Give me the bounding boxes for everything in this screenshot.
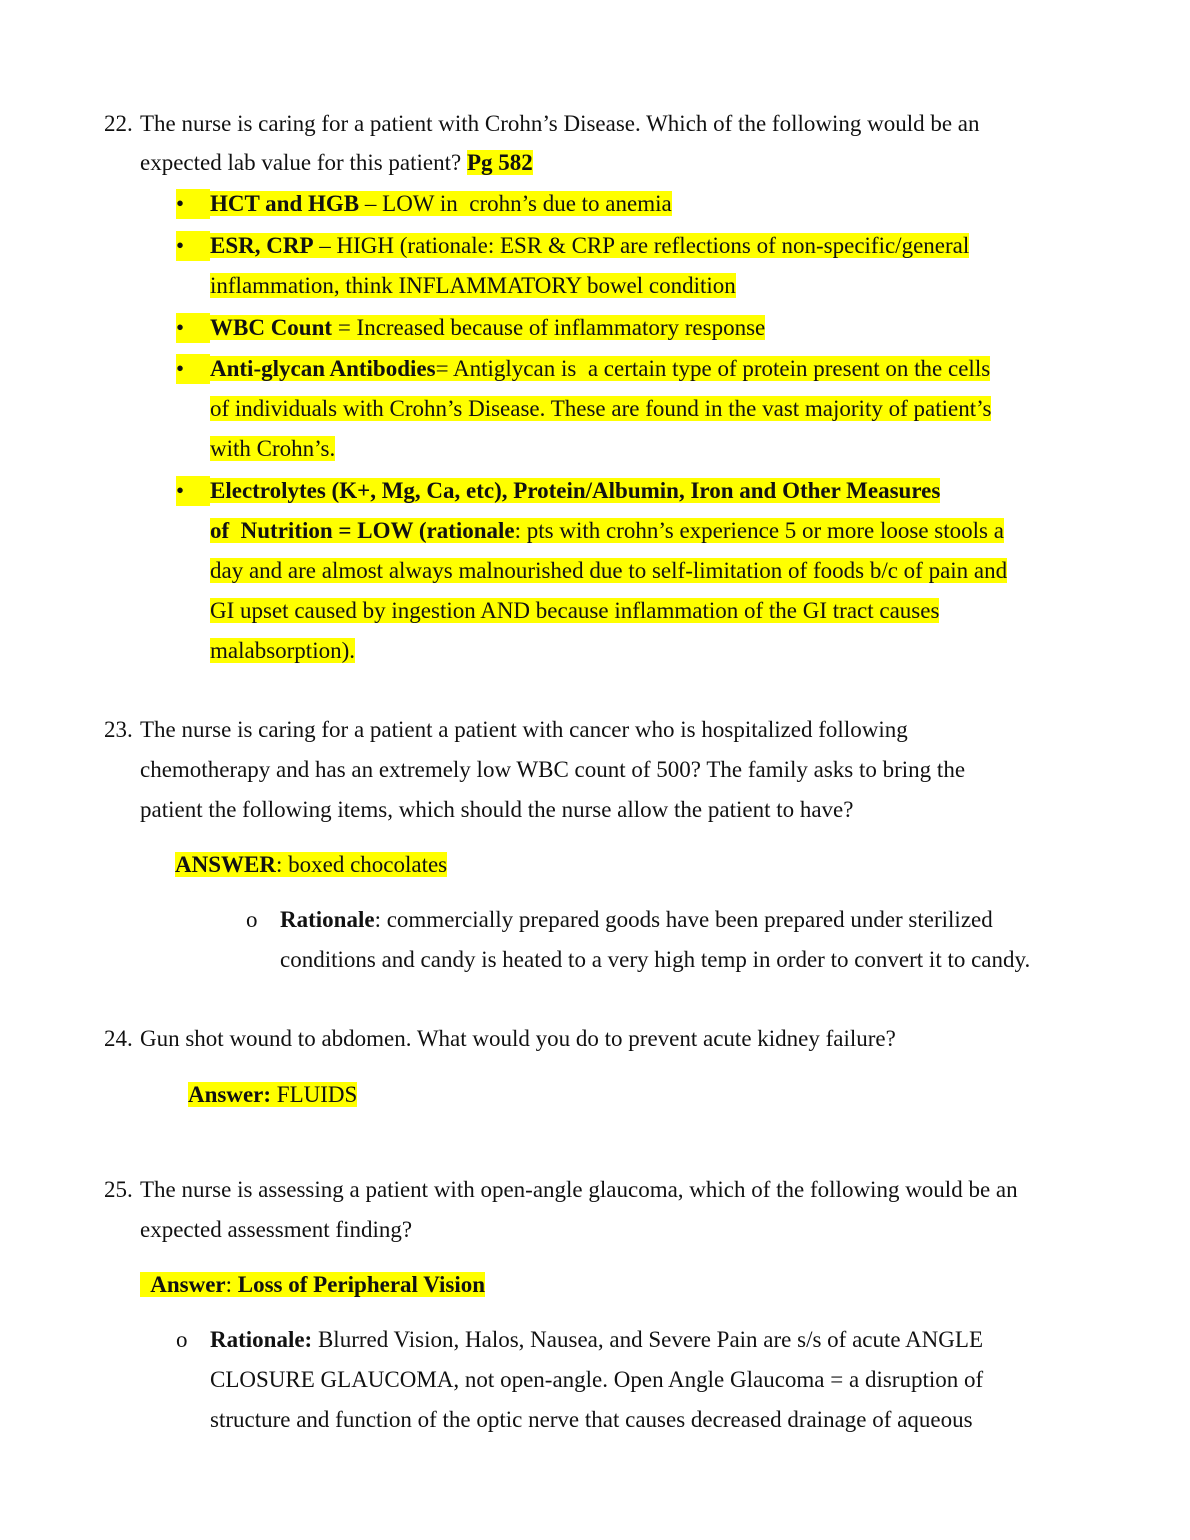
text: – LOW in crohn’s due to anemia xyxy=(359,191,672,216)
bullet-icon: • xyxy=(176,313,210,343)
text: conditions and candy is heated to a very high temp in order to convert it to candy. xyxy=(280,947,1031,972)
bold-text: ANSWER xyxy=(175,852,276,877)
text-line xyxy=(210,1325,983,1355)
question-number: 23. xyxy=(104,717,133,742)
text-line xyxy=(280,945,1030,975)
text: – HIGH (rationale: ESR & CRP are reflections of non-specific/general xyxy=(313,233,970,258)
bold-text: of Nutrition = LOW (rationale xyxy=(210,518,515,543)
text: : xyxy=(225,1272,238,1297)
text-line xyxy=(210,596,939,626)
text: = Increased because of inflammatory response xyxy=(332,315,766,340)
text: CLOSURE GLAUCOMA, not open-angle. Open Angle Glaucoma = a disruption of xyxy=(210,1367,984,1392)
text-line xyxy=(140,795,853,825)
bullet-icon: • xyxy=(176,231,210,261)
question-number: 25. xyxy=(104,1177,133,1202)
text: GI upset caused by ingestion AND because inflammation of the GI tract causes xyxy=(210,598,940,623)
bullet-icon: • xyxy=(176,189,210,219)
text-line xyxy=(140,1024,896,1054)
bold-text: Pg 582 xyxy=(466,150,533,175)
text-line xyxy=(210,313,765,343)
text-line xyxy=(210,556,1007,586)
bold-text: WBC Count xyxy=(210,315,333,340)
bold-text: Answer: xyxy=(188,1082,272,1107)
text-line xyxy=(210,1365,983,1395)
text-line xyxy=(140,1215,412,1245)
text: Gun shot wound to abdomen. What would you do to prevent acute kidney failure? xyxy=(140,1026,896,1051)
text-line xyxy=(140,109,980,139)
text-line xyxy=(210,231,969,261)
bold-text: Loss of Peripheral Vision xyxy=(237,1272,486,1297)
hollow-bullet-icon: o xyxy=(176,1327,188,1352)
bold-text: Rationale xyxy=(280,907,375,932)
text: malabsorption). xyxy=(210,638,355,663)
text: = Antiglycan is a certain type of protein present on the cells xyxy=(435,356,991,381)
text-line xyxy=(210,516,1004,546)
question-number: 22. xyxy=(104,111,133,136)
text-line xyxy=(210,271,736,301)
text: : boxed chocolates xyxy=(275,852,448,877)
text: : pts with crohn’s experience 5 or more loose stools a xyxy=(514,518,1004,543)
text: with Crohn’s. xyxy=(210,436,336,461)
bullet-icon: • xyxy=(176,476,210,506)
text-line xyxy=(140,715,908,745)
text: FLUIDS xyxy=(271,1082,358,1107)
text: inflammation, think INFLAMMATORY bowel condition xyxy=(210,273,736,298)
text-line xyxy=(210,354,990,384)
text-line xyxy=(210,636,355,666)
text: expected lab value for this patient? xyxy=(140,150,467,175)
text-line xyxy=(210,394,991,424)
text: structure and function of the optic nerve that causes decreased drainage of aqueous xyxy=(210,1407,973,1432)
text: The nurse is caring for a patient a patient with cancer who is hospitalized following xyxy=(140,717,908,742)
text-line xyxy=(140,148,533,178)
text: : commercially prepared goods have been prepared under sterilized xyxy=(374,907,993,932)
text-line xyxy=(175,850,447,880)
text: patient the following items, which should the nurse allow the patient to have? xyxy=(140,797,854,822)
text-line xyxy=(188,1080,357,1110)
question-number: 24. xyxy=(104,1026,133,1051)
text-line xyxy=(210,1405,973,1435)
hollow-bullet-icon: o xyxy=(246,907,258,932)
text-line xyxy=(140,1270,485,1300)
text: The nurse is caring for a patient with Crohn’s Disease. Which of the following would be an xyxy=(140,111,980,136)
bold-text: HCT and HGB xyxy=(210,191,360,216)
text-line xyxy=(210,476,940,506)
bold-text: Anti-glycan Antibodies xyxy=(210,356,436,381)
text: day and are almost always malnourished due to self-limitation of foods b/c of pain and xyxy=(210,558,1008,583)
text-line xyxy=(140,1175,1018,1205)
text-line xyxy=(140,755,965,785)
text: Blurred Vision, Halos, Nausea, and Severe Pain are s/s of acute ANGLE xyxy=(312,1327,983,1352)
bullet-icon: • xyxy=(176,354,210,384)
text-line xyxy=(280,905,993,935)
bold-text: Rationale: xyxy=(210,1327,313,1352)
bold-text: Electrolytes (K+, Mg, Ca, etc), Protein/Albumin, Iron and Other Measures xyxy=(210,478,941,503)
text: chemotherapy and has an extremely low WBC count of 500? The family asks to bring the xyxy=(140,757,966,782)
bold-text: ESR, CRP xyxy=(210,233,314,258)
bold-text: Answer xyxy=(140,1272,226,1297)
text: expected assessment finding? xyxy=(140,1217,413,1242)
text-line xyxy=(210,189,672,219)
text: of individuals with Crohn’s Disease. These are found in the vast majority of patient’s xyxy=(210,396,992,421)
text: The nurse is assessing a patient with open-angle glaucoma, which of the following would be an xyxy=(140,1177,1018,1202)
text-line xyxy=(210,434,335,464)
